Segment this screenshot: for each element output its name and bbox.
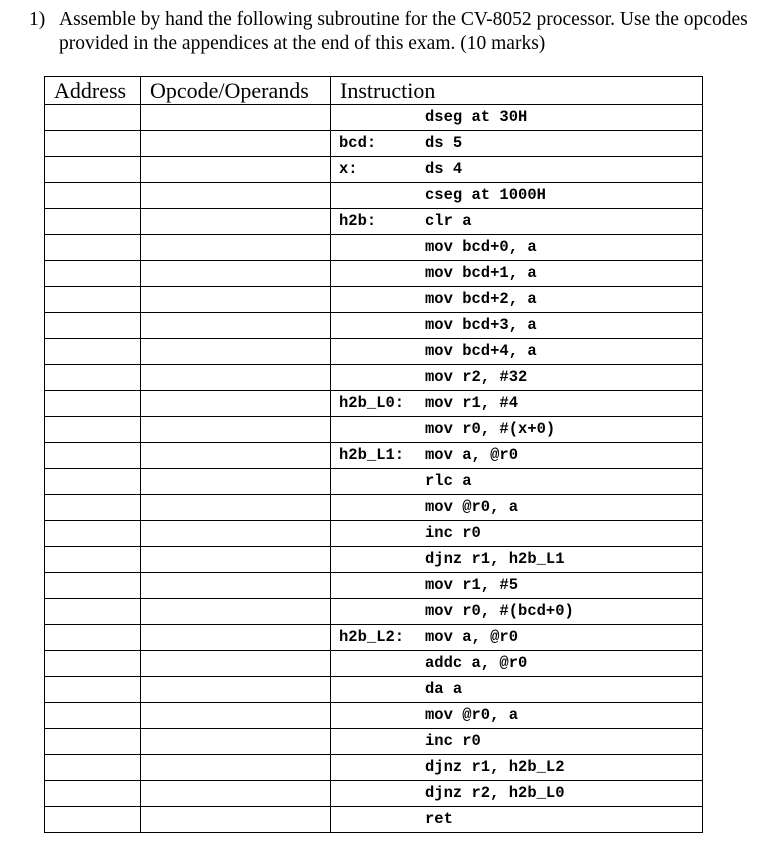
table-row <box>45 183 703 209</box>
opcode-cell[interactable] <box>141 807 331 833</box>
table-row <box>45 573 703 599</box>
instruction-line <box>331 547 702 572</box>
instruction-line <box>331 677 702 702</box>
table-row <box>45 781 703 807</box>
table-row <box>45 521 703 547</box>
address-cell[interactable] <box>45 521 141 547</box>
address-cell[interactable] <box>45 391 141 417</box>
instruction-code: djnz r1, h2b_L1 <box>425 550 565 568</box>
table-row <box>45 261 703 287</box>
table-row <box>45 547 703 573</box>
instruction-line <box>331 235 702 260</box>
address-cell[interactable] <box>45 781 141 807</box>
question-number: 1) <box>29 9 46 30</box>
address-cell[interactable] <box>45 547 141 573</box>
address-cell[interactable] <box>45 235 141 261</box>
instruction-line <box>331 781 702 806</box>
address-cell[interactable] <box>45 105 141 131</box>
instruction-line <box>331 313 702 338</box>
opcode-cell[interactable] <box>141 261 331 287</box>
instruction-line <box>331 651 702 676</box>
table-row <box>45 599 703 625</box>
instruction-cell <box>331 651 703 677</box>
opcode-cell[interactable] <box>141 209 331 235</box>
opcode-cell[interactable] <box>141 651 331 677</box>
instruction-code: ds 5 <box>425 134 463 152</box>
instruction-cell <box>331 729 703 755</box>
opcode-cell[interactable] <box>141 105 331 131</box>
instruction-code: ds 4 <box>425 160 463 178</box>
instruction-code: djnz r2, h2b_L0 <box>425 784 565 802</box>
instruction-code: mov bcd+0, a <box>425 238 537 256</box>
instruction-line <box>331 417 702 442</box>
instruction-line <box>331 573 702 598</box>
opcode-cell[interactable] <box>141 599 331 625</box>
table-row <box>45 235 703 261</box>
instruction-line <box>331 131 702 156</box>
address-cell[interactable] <box>45 261 141 287</box>
address-cell[interactable] <box>45 157 141 183</box>
instruction-code: addc a, @r0 <box>425 654 528 672</box>
table-row <box>45 209 703 235</box>
table-row <box>45 729 703 755</box>
instruction-code: mov r0, #(x+0) <box>425 420 556 438</box>
instruction-code: mov bcd+4, a <box>425 342 537 360</box>
address-cell[interactable] <box>45 729 141 755</box>
instruction-cell <box>331 209 703 235</box>
instruction-code: mov bcd+1, a <box>425 264 537 282</box>
instruction-label: x: <box>339 160 358 178</box>
opcode-cell[interactable] <box>141 313 331 339</box>
opcode-cell[interactable] <box>141 703 331 729</box>
table-row <box>45 365 703 391</box>
opcode-cell[interactable] <box>141 469 331 495</box>
opcode-cell[interactable] <box>141 755 331 781</box>
instruction-cell <box>331 495 703 521</box>
instruction-line <box>331 365 702 390</box>
opcode-cell[interactable] <box>141 157 331 183</box>
address-cell[interactable] <box>45 495 141 521</box>
address-cell[interactable] <box>45 339 141 365</box>
table-row <box>45 703 703 729</box>
opcode-cell[interactable] <box>141 573 331 599</box>
instruction-code: ret <box>425 810 453 828</box>
table-row <box>45 157 703 183</box>
instruction-cell <box>331 573 703 599</box>
table-row <box>45 495 703 521</box>
instruction-line <box>331 105 702 130</box>
address-cell[interactable] <box>45 807 141 833</box>
instruction-line <box>331 495 702 520</box>
address-cell[interactable] <box>45 183 141 209</box>
instruction-line <box>331 261 702 286</box>
question-text: Assemble by hand the following subroutine for the CV-8052 processor. Use the opcodes provided in the appendices at the end of this exam. (10 marks) <box>59 9 748 54</box>
instruction-code: mov @r0, a <box>425 498 519 516</box>
instruction-cell <box>331 183 703 209</box>
instruction-label: h2b: <box>339 212 377 230</box>
instruction-cell <box>331 703 703 729</box>
instruction-line <box>331 209 702 234</box>
opcode-cell[interactable] <box>141 781 331 807</box>
instruction-line <box>331 287 702 312</box>
address-column-header: Address <box>45 77 141 105</box>
instruction-code: cseg at 1000H <box>425 186 546 204</box>
instruction-cell <box>331 755 703 781</box>
instruction-cell <box>331 521 703 547</box>
instruction-line <box>331 157 702 182</box>
address-cell[interactable] <box>45 755 141 781</box>
table-row <box>45 755 703 781</box>
address-cell[interactable] <box>45 313 141 339</box>
instruction-cell <box>331 599 703 625</box>
instruction-code: mov bcd+3, a <box>425 316 537 334</box>
address-cell[interactable] <box>45 443 141 469</box>
address-cell[interactable] <box>45 625 141 651</box>
address-cell[interactable] <box>45 573 141 599</box>
address-cell[interactable] <box>45 677 141 703</box>
instruction-code: inc r0 <box>425 732 481 750</box>
instruction-cell <box>331 339 703 365</box>
instruction-line <box>331 521 702 546</box>
opcode-cell[interactable] <box>141 625 331 651</box>
instruction-code: mov r1, #4 <box>425 394 519 412</box>
instruction-label: h2b_L2: <box>339 628 405 646</box>
opcode-cell[interactable] <box>141 547 331 573</box>
instruction-line <box>331 755 702 780</box>
instruction-code: clr a <box>425 212 472 230</box>
table-row <box>45 391 703 417</box>
instruction-line <box>331 443 702 468</box>
table-row <box>45 625 703 651</box>
instruction-line <box>331 625 702 650</box>
opcode-cell[interactable] <box>141 677 331 703</box>
table-row <box>45 339 703 365</box>
opcode-column-header: Opcode/Operands <box>141 77 331 105</box>
instruction-cell <box>331 443 703 469</box>
instruction-code: mov @r0, a <box>425 706 519 724</box>
instruction-code: rlc a <box>425 472 472 490</box>
opcode-cell[interactable] <box>141 443 331 469</box>
opcode-cell[interactable] <box>141 183 331 209</box>
instruction-line <box>331 703 702 728</box>
address-cell[interactable] <box>45 209 141 235</box>
instruction-cell <box>331 547 703 573</box>
opcode-cell[interactable] <box>141 365 331 391</box>
instruction-line <box>331 599 702 624</box>
table-row <box>45 469 703 495</box>
instruction-code: inc r0 <box>425 524 481 542</box>
opcode-cell[interactable] <box>141 131 331 157</box>
instruction-cell <box>331 391 703 417</box>
address-cell[interactable] <box>45 651 141 677</box>
instruction-cell <box>331 677 703 703</box>
opcode-cell[interactable] <box>141 521 331 547</box>
opcode-cell[interactable] <box>141 417 331 443</box>
instruction-cell <box>331 365 703 391</box>
instruction-code: djnz r1, h2b_L2 <box>425 758 565 776</box>
instruction-code: mov bcd+2, a <box>425 290 537 308</box>
opcode-cell[interactable] <box>141 339 331 365</box>
instruction-code: mov a, @r0 <box>425 628 519 646</box>
assembly-table-body <box>45 105 703 833</box>
instruction-line <box>331 339 702 364</box>
address-cell[interactable] <box>45 287 141 313</box>
opcode-cell[interactable] <box>141 495 331 521</box>
instruction-cell <box>331 105 703 131</box>
address-cell[interactable] <box>45 599 141 625</box>
address-cell[interactable] <box>45 469 141 495</box>
table-row <box>45 417 703 443</box>
opcode-cell[interactable] <box>141 729 331 755</box>
table-row <box>45 313 703 339</box>
instruction-line <box>331 183 702 208</box>
opcode-cell[interactable] <box>141 391 331 417</box>
table-row <box>45 807 703 833</box>
opcode-cell[interactable] <box>141 235 331 261</box>
instruction-code: da a <box>425 680 463 698</box>
address-cell[interactable] <box>45 703 141 729</box>
table-header-row <box>45 77 703 105</box>
assembly-table <box>44 76 703 833</box>
instruction-cell <box>331 781 703 807</box>
address-cell[interactable] <box>45 365 141 391</box>
instruction-line <box>331 807 702 832</box>
instruction-cell <box>331 131 703 157</box>
instruction-line <box>331 391 702 416</box>
instruction-code: mov r0, #(bcd+0) <box>425 602 574 620</box>
instruction-code: mov a, @r0 <box>425 446 519 464</box>
address-cell[interactable] <box>45 131 141 157</box>
instruction-cell <box>331 235 703 261</box>
instruction-cell <box>331 313 703 339</box>
instruction-cell <box>331 469 703 495</box>
table-row <box>45 677 703 703</box>
instruction-line <box>331 729 702 754</box>
instruction-code: dseg at 30H <box>425 108 528 126</box>
instruction-cell <box>331 157 703 183</box>
table-row <box>45 105 703 131</box>
instruction-code: mov r2, #32 <box>425 368 528 386</box>
address-cell[interactable] <box>45 417 141 443</box>
instruction-cell <box>331 417 703 443</box>
table-row <box>45 443 703 469</box>
opcode-cell[interactable] <box>141 287 331 313</box>
instruction-cell <box>331 261 703 287</box>
instruction-line <box>331 469 702 494</box>
table-row <box>45 651 703 677</box>
instruction-cell <box>331 807 703 833</box>
table-row <box>45 131 703 157</box>
instruction-label: h2b_L1: <box>339 446 405 464</box>
table-row <box>45 287 703 313</box>
instruction-column-header: Instruction <box>331 77 703 105</box>
instruction-label: bcd: <box>339 134 377 152</box>
instruction-cell <box>331 287 703 313</box>
instruction-cell <box>331 625 703 651</box>
instruction-label: h2b_L0: <box>339 394 405 412</box>
instruction-code: mov r1, #5 <box>425 576 519 594</box>
